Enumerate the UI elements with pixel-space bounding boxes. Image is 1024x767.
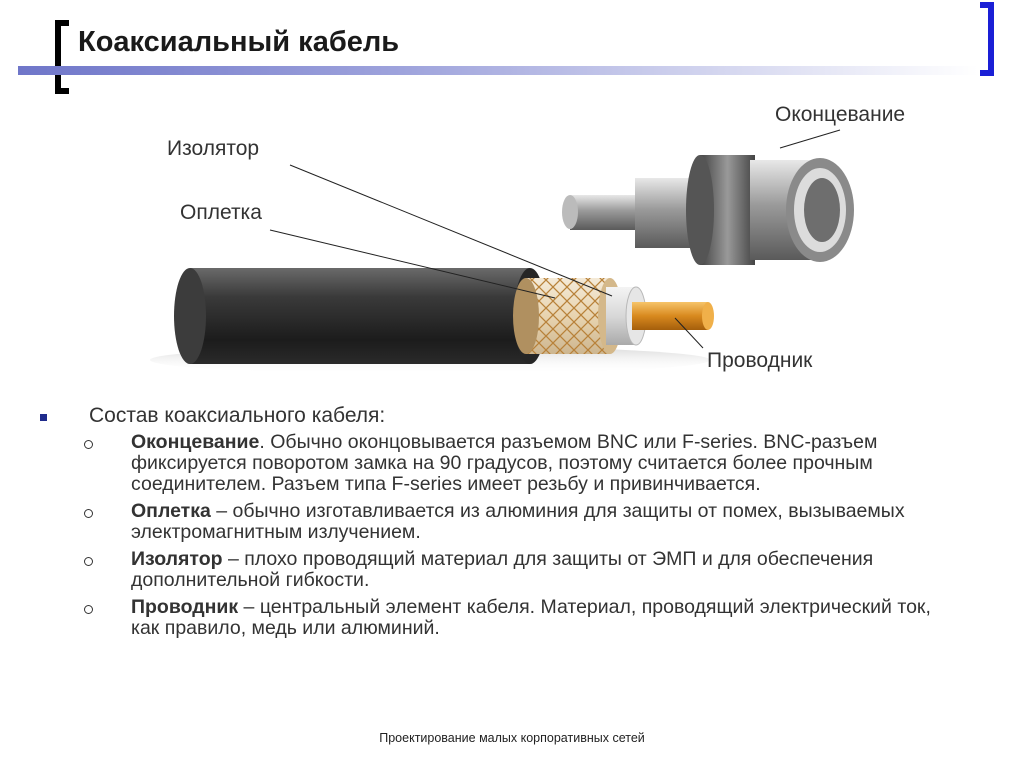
copper-conductor <box>632 302 714 330</box>
bnc-connector <box>562 155 854 265</box>
list-item <box>80 501 936 543</box>
label-termination: Оконцевание <box>775 103 906 126</box>
item-term: Оконцевание <box>131 431 260 453</box>
label-braid: Оплетка <box>180 201 262 224</box>
circle-bullet-icon <box>84 440 93 449</box>
content-area <box>36 404 936 645</box>
item-text: – плохо проводящий материал для защиты от ЭМП и для обеспечения дополнительной гибкости. <box>131 548 874 591</box>
left-bracket-decoration <box>55 20 69 94</box>
item-text: – центральный элемент кабеля. Материал, проводящий электрический ток, как правило, медь или алюминий. <box>131 596 931 639</box>
title-underline-bar <box>18 66 978 75</box>
item-text: – обычно изготавливается из алюминия для защиты от помех, вызываемых электромагнитным излучением. <box>131 500 905 543</box>
slide-title: Коаксиальный кабель <box>78 26 400 58</box>
circle-bullet-icon <box>84 557 93 566</box>
circle-bullet-icon <box>84 605 93 614</box>
circle-bullet-icon <box>84 509 93 518</box>
item-term: Оплетка <box>131 500 211 522</box>
right-bracket-decoration <box>980 2 994 76</box>
component-list <box>36 432 936 639</box>
item-term: Изолятор <box>131 548 223 570</box>
item-text: . Обычно оконцовывается разъемом BNC или F-series. BNC-разъем фиксируется поворотом замка на 90 градусов, поэтому считается более прочным соединителем. Разъем типа F-series имеет резьбу и привинчивается. <box>131 431 878 495</box>
list-item <box>80 597 936 639</box>
list-item <box>80 432 936 495</box>
list-item <box>80 549 936 591</box>
footer-text: Проектирование малых корпоративных сетей <box>379 731 645 745</box>
heading-text: Состав коаксиального кабеля: <box>89 404 386 427</box>
item-term: Проводник <box>131 596 239 618</box>
coaxial-cable-diagram <box>0 90 1024 390</box>
square-bullet-icon <box>40 414 47 421</box>
list-heading <box>36 404 936 428</box>
label-conductor: Проводник <box>707 349 813 372</box>
braid-shield <box>513 278 622 354</box>
label-insulator: Изолятор <box>167 137 260 160</box>
